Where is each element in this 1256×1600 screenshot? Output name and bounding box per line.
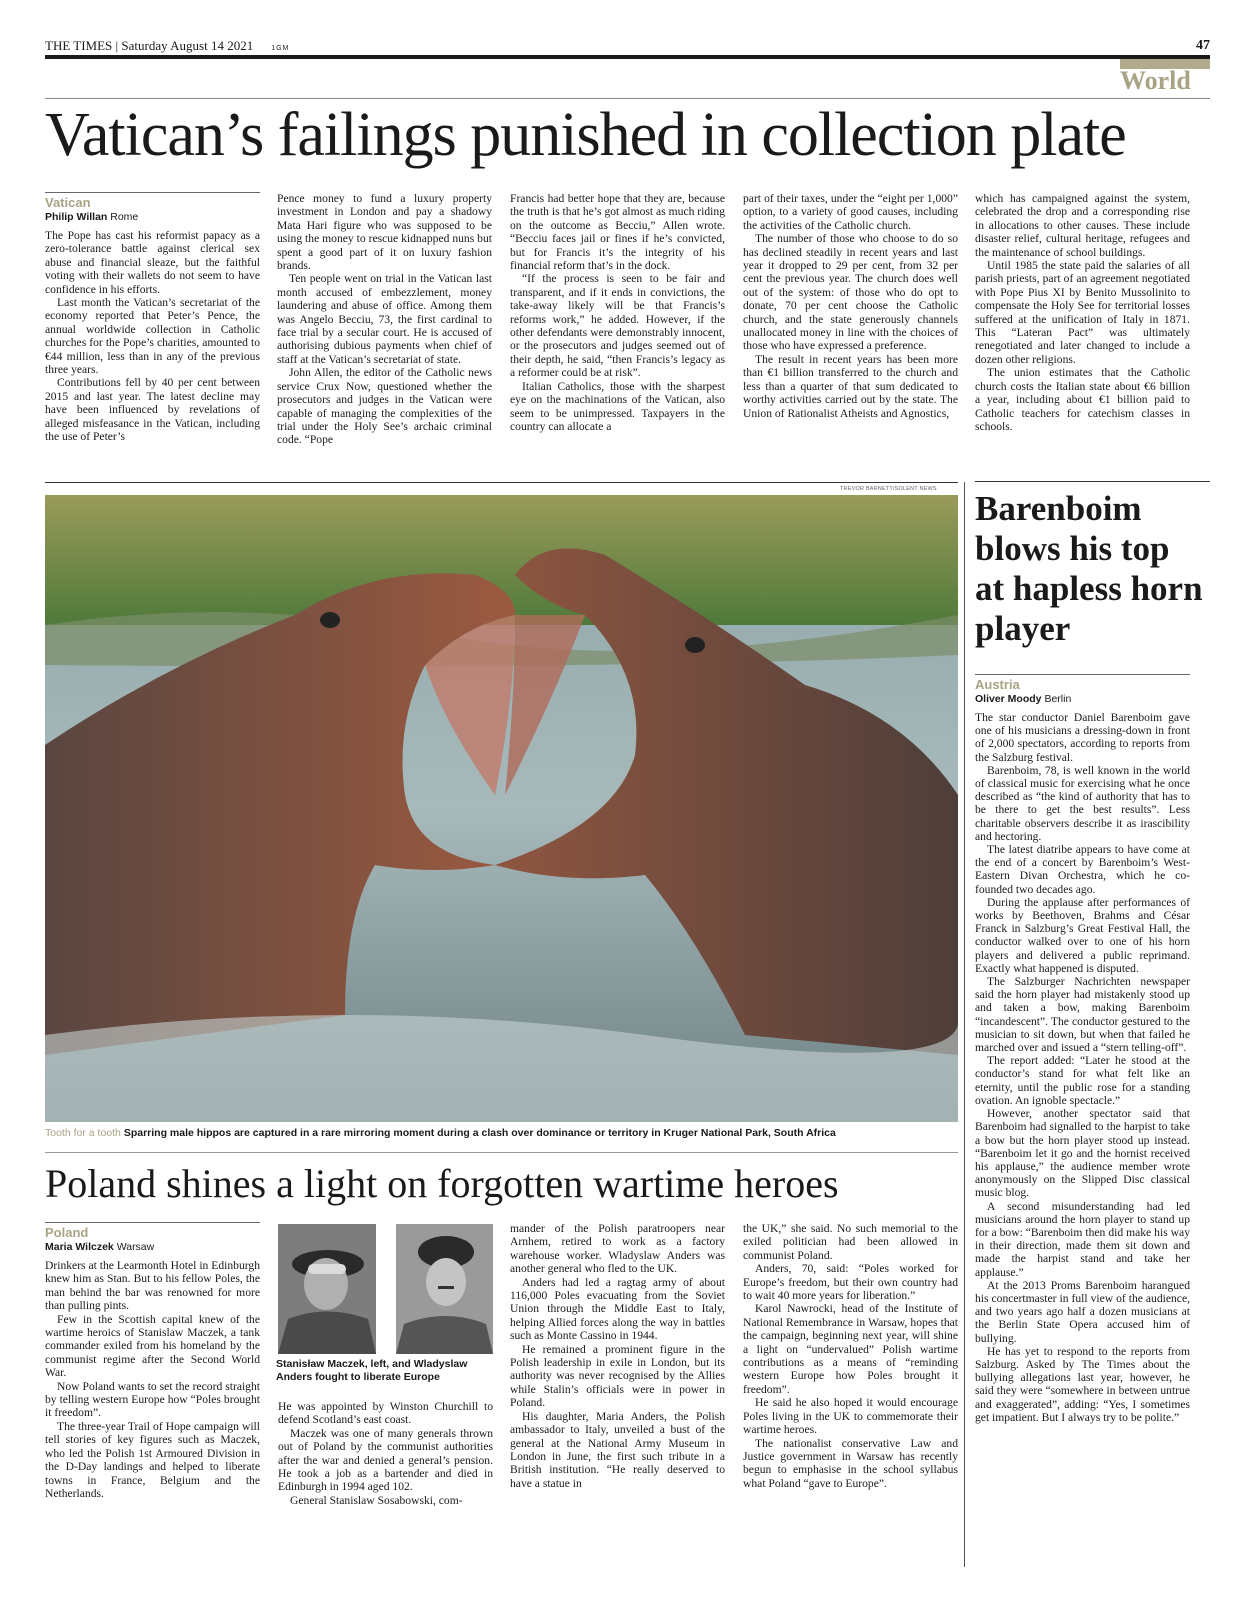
paragraph: The union estimates that the Catholic church costs the Italian state about €6 billion a year, including about €1 billion paid to Catholic teachers for catechism classes in schools. (975, 366, 1190, 433)
paragraph: He remained a prominent figure in the Polish leadership in exile in London, but its authority was never recognised by the Allies while Stalin’s officials were in power in Poland. (510, 1342, 725, 1410)
poland-column-2 (278, 1400, 493, 1507)
paragraph: “If the process is seen to be fair and transparent, and if it ends in convictions, the take-away likely will be that Francis’s reforms work,” he added. However, if the other defendants were demonstrably innocent, or the prosecutors and judges seemed out of their depth, he said, “then Francis’s legacy as a reformer could be at risk”. (510, 272, 725, 380)
column-divider (964, 482, 965, 1567)
paragraph: Pence money to fund a luxury property investment in London and pay a shadowy Mata Hari figure who was supposed to be using the money to rescue kidnapped nuns but spent a good part of it on luxury fashion brands. (277, 192, 492, 273)
issue-date: Saturday August 14 2021 (121, 38, 254, 53)
poland-column-4 (743, 1222, 958, 1490)
author-location: Warsaw (116, 1241, 155, 1253)
photo-credit: TREVOR BARNETT/SOLENT NEWS (840, 486, 937, 492)
paragraph: At the 2013 Proms Barenboim harangued his concertmaster in full view of the audience, and two years ago half a dozen musicians at the Berlin State Opera accused him of bullying. (975, 1278, 1190, 1345)
portrait-caption: Stanisław Maczek, left, and Wladyslaw Anders fought to liberate Europe (276, 1358, 468, 1383)
divider (45, 1152, 958, 1153)
paragraph: The report added: “Later he stood at the conductor’s stand for what felt like an eternity, until the public rose for a standing ovation. An ignoble spectacle.” (975, 1054, 1190, 1107)
author-name: Oliver Moody (975, 693, 1042, 705)
hippo-photo (45, 495, 958, 1122)
poland-column-3 (510, 1222, 725, 1490)
paragraph: He was appointed by Winston Churchill to defend Scotland’s east coast. (278, 1400, 493, 1427)
paragraph: John Allen, the editor of the Catholic news service Crux Now, questioned whether the prosecutors and judges in the Vatican were capable of managing the complexities of the trial under the Holy See’s archaic criminal code. “Pope (277, 366, 492, 447)
barenboim-column (975, 674, 1190, 1424)
author-location: Berlin (1044, 693, 1072, 705)
paragraph: The result in recent years has been more than €1 billion transferred to the church and less than a quarter of that sum dedicated to worthy activities carried out by the state. The Union of Rationalist Atheists and Agnostics, (743, 352, 958, 420)
photo-caption (45, 1127, 836, 1139)
maczek-photo (278, 1224, 376, 1354)
caption-lead: Tooth for a tooth (45, 1127, 121, 1139)
paragraph: A second misunderstanding had led musicians around the horn player to stand up for a bow: “Barenboim then did make his way in their direction, made them sit down and made the harpist stand and take her applause.” (975, 1199, 1190, 1279)
author-name: Philip Willan (45, 211, 108, 223)
paragraph: Drinkers at the Learmonth Hotel in Edinburgh knew him as Stan. But to his fellow Poles, the man behind the bar was renowned for more than pulling pints. (45, 1259, 260, 1313)
barenboim-byline (975, 692, 1190, 706)
paragraph: Now Poland wants to set the record straight by telling western Europe how “Poles brought it freedom”. (45, 1379, 260, 1420)
divider (45, 1222, 260, 1223)
divider (45, 482, 958, 483)
vatican-headline: Vatican’s failings punished in collection plate (45, 101, 1126, 169)
author-name: Maria Wilczek (45, 1241, 114, 1253)
paragraph: His daughter, Maria Anders, the Polish ambassador to Italy, unveiled a bust of the general at the National Army Museum in London in June, the first such tribute in a British institution. “He really deserved to have a statue in (510, 1409, 725, 1490)
vatican-column-2 (277, 192, 492, 447)
divider (45, 192, 260, 193)
divider (975, 481, 1210, 482)
paragraph: The number of those who choose to do so has declined steadily in recent years and last year it dropped to 29 per cent, from 32 per cent the previous year. The church does well out of the system: of those who do opt to donate, 70 per cent choose the Catholic church, and the state generously channels unallocated money in line with the choices of those who have expressed a preference. (743, 232, 958, 353)
vatican-column-3 (510, 192, 725, 433)
anders-photo (396, 1224, 493, 1354)
paragraph: Anders had led a ragtag army of about 116,000 Poles evacuating from the Soviet Union through the Middle East to Italy, helping Allied forces along the way in battles such as Monte Cassino in 1944. (510, 1275, 725, 1343)
paragraph: Francis had better hope that they are, because the truth is that he’s got almost as much riding on the outcome as Becciu,” Allen wrote. “Becciu faces jail or fines if he’s convicted, but for Francis it’s the integrity of his financial reform that’s in the dock. (510, 192, 725, 273)
vatican-byline (45, 210, 260, 224)
paragraph: the UK,” she said. No such memorial to the exiled politician had been allowed in communist Poland. (743, 1222, 958, 1262)
paragraph: Ten people went on trial in the Vatican last month accused of embezzlement, money laundering and abuse of office. Among them was Angelo Becciu, 73, the first cardinal to face trial by a secular court. He is accused of authorising dubious payments when chief of staff at the Vatican’s secretariat of state. (277, 272, 492, 366)
paragraph: Italian Catholics, those with the sharpest eye on the machinations of the Vatican, also seem to be unimpressed. Taxpayers in the country can allocate a (510, 379, 725, 433)
divider (975, 674, 1190, 675)
paragraph: The Pope has cast his reformist papacy as a zero-tolerance battle against clerical sex abuse and financial sleaze, but the faithful voting with their wallets do not seem to have confidence in his efforts. (45, 229, 260, 296)
poland-headline: Poland shines a light on forgotten wartime heroes (45, 1161, 839, 1206)
poland-column-1 (45, 1222, 260, 1500)
paragraph: Last month the Vatican’s secretariat of the economy reported that Peter’s Pence, the annual worldwide collection in Catholic churches for the Pope’s charities, amounted to €44 million, less than in any of the previous three years. (45, 296, 260, 377)
page-number: 47 (1196, 38, 1210, 53)
paragraph: Karol Nawrocki, head of the Institute of National Remembrance in Warsaw, hopes that the campaign, beginning next year, will shine a light on “undervalued” Polish wartime contributions as a means of “reminding western Europe how Poles brought it freedom”. (743, 1302, 958, 1396)
paragraph: part of their taxes, under the “eight per 1,000” option, to a variety of good causes, including the activities of the Catholic church. (743, 192, 958, 232)
paragraph: mander of the Polish paratroopers near Arnhem, retired to work as a factory warehouse worker. Wladyslaw Anders was another general who fled to the UK. (510, 1222, 725, 1276)
portrait-anders (396, 1224, 493, 1354)
poland-byline (45, 1240, 260, 1254)
masthead: THE TIMES | Saturday August 14 2021 1GM (45, 38, 290, 53)
paragraph: Barenboim, 78, is well known in the world of classical music for exercising what he once described as “the kind of authority that has to be there to get the best results”. Less charitable observers describe it as irascibility and hectoring. (975, 763, 1190, 843)
paragraph: During the applause after performances of works by Beethoven, Brahms and César Franck in Salzburg’s Great Festival Hall, the conductor walked over to one of his horn players and delivered a public reprimand. Exactly what happened is disputed. (975, 895, 1190, 975)
barenboim-headline: Barenboim blows his top at hapless horn player (975, 489, 1203, 648)
paragraph: The latest diatribe appears to have come at the end of a concert by Barenboim’s West-Eastern Divan Orchestra, which he co-founded two decades ago. (975, 843, 1190, 896)
barenboim-kicker: Austria (975, 677, 1020, 692)
edition-code: 1GM (271, 45, 290, 52)
vatican-kicker: Vatican (45, 195, 91, 210)
vatican-column-1 (45, 192, 260, 444)
author-location: Rome (110, 211, 139, 223)
paragraph: Contributions fell by 40 per cent between 2015 and last year. The latest decline may have been influenced by revelations of alleged misfeasance in the Vatican, including the use of Peter’s (45, 376, 260, 444)
vatican-column-5 (975, 192, 1190, 433)
paragraph: General Stanislaw Sosabowski, com- (290, 1493, 463, 1507)
paragraph: Maczek was one of many generals thrown out of Poland by the communist authorities after the war and denied a general’s pension. He took a job as a bartender and died in Edinburgh in 1994 aged 102. (278, 1426, 493, 1494)
paragraph: The nationalist conservative Law and Justice government in Warsaw has recently begun to emphasise in the school syllabus what Poland “gave to Europe”. (743, 1436, 958, 1490)
caption-text: Sparring male hippos are captured in a rare mirroring moment during a clash over dominance or territory in Kruger National Park, South Africa (123, 1127, 836, 1139)
paragraph: The star conductor Daniel Barenboim gave one of his musicians a dressing-down in front of 2,000 spectators, according to reports from the Salzburg festival. (975, 711, 1190, 764)
divider (45, 98, 1210, 99)
paragraph: Anders, 70, said: “Poles worked for Europe’s freedom, but their own country had to wait 40 more years for liberation.” (743, 1262, 958, 1303)
paragraph: The three-year Trail of Hope campaign will tell stories of key figures such as Maczek, who led the Polish 1st Armoured Division in the D-Day landings and helped to liberate towns in France, Belgium and the Netherlands. (45, 1419, 260, 1500)
paragraph: He has yet to respond to the reports from Salzburg. Asked by The Times about the bullying allegations last year, however, he said they were “somewhere in between untrue and exaggerated”, adding: “Yes, I sometimes get impatient. But I always try to be polite.” (975, 1344, 1190, 1424)
paragraph: Until 1985 the state paid the salaries of all parish priests, part of an agreement negotiated with Pope Pius XI by Benito Mussolinito to compensate the Holy See for territorial losses suffered at the unification of Italy in 1871. This “Lateran Pact” was ultimately renegotiated and later changed to include a dozen other religions. (975, 259, 1190, 366)
poland-kicker: Poland (45, 1225, 89, 1240)
hippo-image (45, 495, 958, 1122)
portrait-maczek (278, 1224, 376, 1354)
paragraph: He said he also hoped it would encourage Poles living in the UK to commemorate their wartime heroes. (743, 1396, 958, 1437)
paragraph: which has campaigned against the system, celebrated the drop and a corresponding rise in allocations to other causes. These include disaster relief, cultural heritage, refugees and the maintenance of school buildings. (975, 192, 1190, 259)
section-label: World (1120, 66, 1191, 95)
paragraph: However, another spectator said that Barenboim had signalled to the harpist to take a bow but the horn player stood up instead. “Barenboim let it go and the hornist received his applause,” the audience member wrote anonymously on the Slipped Disc classical music blog. (975, 1107, 1190, 1200)
paragraph: Few in the Scottish capital knew of the wartime heroics of Stanislaw Maczek, a tank commander exiled from his homeland by the communist regime after the Second World War. (45, 1312, 260, 1380)
paper-name: THE TIMES (45, 38, 113, 53)
paragraph: The Salzburger Nachrichten newspaper said the horn player had mistakenly stood up and taken a bow, making Barenboim “incandescent”. The conductor gestured to the musician to sit down, but when that failed he marched over and issued a “stern telling-off”. (975, 975, 1190, 1055)
top-rule (45, 55, 1210, 59)
vatican-column-4 (743, 192, 958, 420)
